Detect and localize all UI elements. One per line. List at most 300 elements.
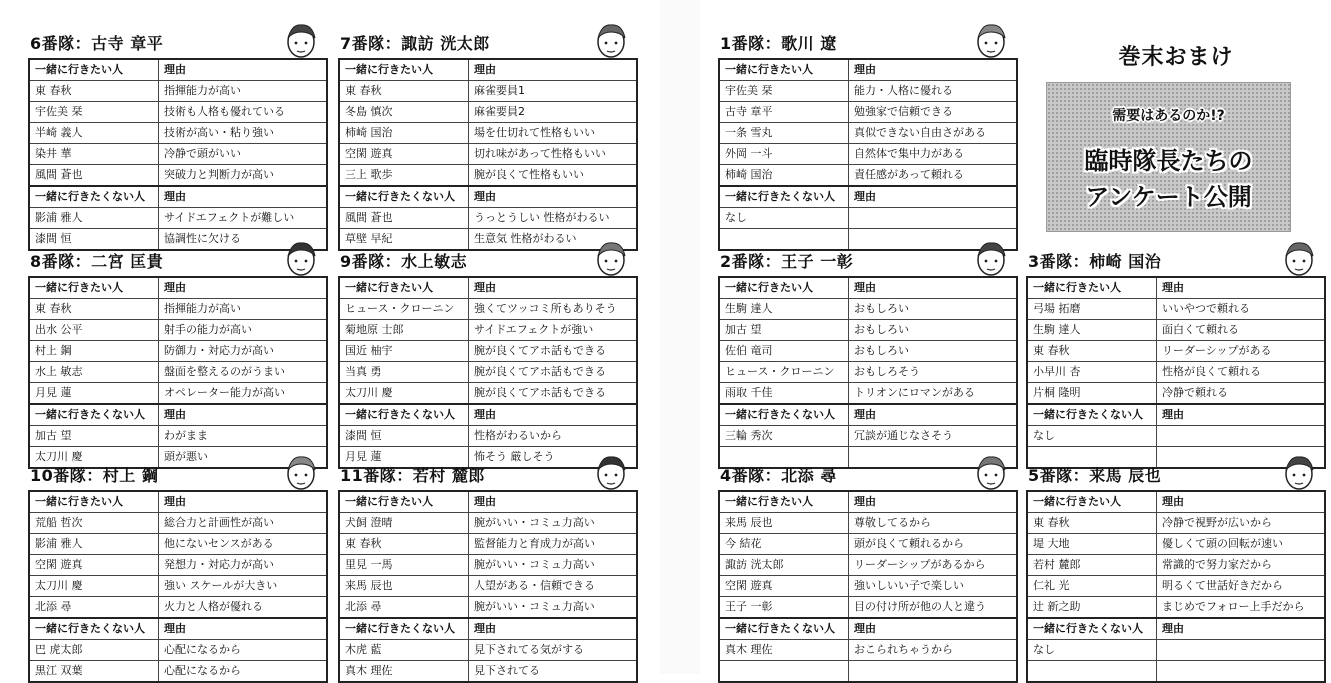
survey-card [718,22,1018,251]
member-name: 若村 麓郎 [1027,555,1157,576]
table-row [719,144,1017,165]
want-column-header: 一緒に行きたい人 [339,277,469,299]
member-name: 月見 蓮 [29,383,159,405]
member-name: 犬飼 澄晴 [339,513,469,534]
member-reason: 冷静で頭がいい [159,144,328,165]
want-column-header: 一緒に行きたい人 [339,491,469,513]
table-row [339,320,637,341]
member-reason: サイドエフェクトが難しい [159,208,328,229]
reason-column-header: 理由 [159,277,328,299]
card-title: 5番隊：来馬 辰也 [1028,466,1162,485]
survey-card [28,454,328,683]
member-reason: 麻雀要員1 [469,81,638,102]
member-name: 仁礼 光 [1027,576,1157,597]
not-want-column-header: 一緒に行きたくない人 [719,186,849,208]
member-name: 東 春秋 [339,534,469,555]
member-name: 生駒 達人 [1027,320,1157,341]
member-reason: 優しくて頭の回転が速い [1157,534,1326,555]
card-header [718,240,1018,276]
member-name: 木虎 藍 [339,640,469,661]
table-row [29,362,327,383]
card-header [718,22,1018,58]
table-row [29,555,327,576]
table-header-row [719,59,1017,81]
member-name: 北添 尋 [339,597,469,619]
character-portrait-icon [970,452,1012,492]
card-title: 4番隊：北添 尋 [720,466,837,485]
reason-column-header: 理由 [1157,491,1326,513]
member-name: 宇佐美 栞 [29,102,159,123]
table-header-row [719,491,1017,513]
table-row [1027,362,1325,383]
member-reason: 総合力と計画性が高い [159,513,328,534]
member-name: 三上 歌歩 [339,165,469,187]
survey-table [718,490,1018,683]
member-name: 片桐 隆明 [1027,383,1157,405]
member-name: 太刀川 慶 [339,383,469,405]
table-row [339,597,637,619]
table-row [29,640,327,661]
member-name: 堤 大地 [1027,534,1157,555]
table-row [719,534,1017,555]
member-reason: 冷静で頼れる [1157,383,1326,405]
table-header-row [339,404,637,426]
table-row [339,534,637,555]
reason-column-header: 理由 [1157,277,1326,299]
member-reason: 見下されてる気がする [469,640,638,661]
table-header-row [1027,618,1325,640]
table-row [1027,383,1325,405]
survey-card [718,240,1018,469]
member-reason: 冷静で視野が広いから [1157,513,1326,534]
table-row [29,426,327,447]
reason-column-header: 理由 [469,618,638,640]
member-name: 古寺 章平 [719,102,849,123]
table-row [719,383,1017,405]
member-name: 来馬 辰也 [719,513,849,534]
not-want-column-header: 一緒に行きたくない人 [719,404,849,426]
table-row [1027,640,1325,661]
member-reason: 心配になるから [159,661,328,683]
member-name: 影浦 雅人 [29,534,159,555]
table-row [1027,597,1325,619]
member-reason: 麻雀要員2 [469,102,638,123]
table-row [339,102,637,123]
member-name: 辻 新之助 [1027,597,1157,619]
table-row [339,426,637,447]
member-reason: 腕がいい・コミュ力高い [469,513,638,534]
reason-column-header: 理由 [159,618,328,640]
character-portrait-icon [280,20,322,60]
table-row [719,123,1017,144]
reason-column-header: 理由 [849,59,1018,81]
member-name: 東 春秋 [339,81,469,102]
table-row-empty [719,661,1017,683]
reason-column-header: 理由 [849,186,1018,208]
table-row [719,362,1017,383]
member-name: 空閑 遊真 [719,576,849,597]
character-portrait-icon [970,20,1012,60]
survey-table [1026,490,1326,683]
member-reason [1157,640,1326,661]
table-row [1027,320,1325,341]
member-name: ヒュース・クローニン [719,362,849,383]
member-reason: 性格がわるいから [469,426,638,447]
table-row [29,102,327,123]
survey-table [28,58,328,251]
bonus-line-2: 臨時隊長たちの [1084,147,1253,175]
table-row [719,513,1017,534]
table-row [29,81,327,102]
bonus-banner [1046,82,1291,232]
member-reason: おもしろい [849,320,1018,341]
member-name: 外岡 一斗 [719,144,849,165]
table-row [339,661,637,683]
member-reason: 発想力・対応力が高い [159,555,328,576]
survey-table [718,58,1018,251]
table-row [339,555,637,576]
member-reason: 常識的で努力家だから [1157,555,1326,576]
member-name: 水上 敏志 [29,362,159,383]
table-row [29,534,327,555]
table-row [719,640,1017,661]
want-column-header: 一緒に行きたい人 [29,59,159,81]
member-name: 太刀川 慶 [29,447,159,469]
not-want-column-header: 一緒に行きたくない人 [29,618,159,640]
member-name: 東 春秋 [1027,341,1157,362]
table-row [339,383,637,405]
member-reason: 場を仕切れて性格もいい [469,123,638,144]
table-header-row [339,59,637,81]
survey-card [338,240,638,469]
member-reason: 性格が良くて頼れる [1157,362,1326,383]
member-reason: リーダーシップがあるから [849,555,1018,576]
member-reason: 盤面を整えるのがうまい [159,362,328,383]
reason-column-header: 理由 [469,186,638,208]
table-header-row [29,186,327,208]
member-reason: 見下されてる [469,661,638,683]
table-row [719,208,1017,229]
character-portrait-icon [280,238,322,278]
card-header [1026,454,1326,490]
bonus-line-1: 需要はあるのか!? [1112,108,1225,124]
member-name: 東 春秋 [29,299,159,320]
table-row [339,123,637,144]
not-want-column-header: 一緒に行きたくない人 [719,618,849,640]
member-name: 王子 一彰 [719,597,849,619]
table-row [339,165,637,187]
table-row [29,123,327,144]
table-header-row [29,491,327,513]
table-row [719,555,1017,576]
want-column-header: 一緒に行きたい人 [719,59,849,81]
member-name: 漆間 恒 [339,426,469,447]
member-reason: 冗談が通じなさそう [849,426,1018,447]
member-reason: 頭が悪い [159,447,328,469]
member-reason [849,208,1018,229]
table-row [719,576,1017,597]
member-reason: 腕が良くてアホ話もできる [469,341,638,362]
survey-table [338,58,638,251]
reason-column-header: 理由 [159,186,328,208]
character-portrait-icon [1278,238,1320,278]
table-row [29,576,327,597]
member-reason: 目の付け所が他の人と違う [849,597,1018,619]
member-name: 三輪 秀次 [719,426,849,447]
member-name: ヒュース・クローニン [339,299,469,320]
want-column-header: 一緒に行きたい人 [1027,491,1157,513]
table-row [29,513,327,534]
table-row [719,299,1017,320]
survey-card [338,22,638,251]
not-want-column-header: 一緒に行きたくない人 [1027,618,1157,640]
table-row [339,299,637,320]
reason-column-header: 理由 [159,59,328,81]
member-reason: 強くてツッコミ所もありそう [469,299,638,320]
member-name: 巴 虎太郎 [29,640,159,661]
table-row [29,165,327,187]
table-header-row [339,491,637,513]
page-gutter [660,0,700,674]
member-name: 月見 蓮 [339,447,469,469]
member-reason: 腕がいい・コミュ力高い [469,597,638,619]
character-portrait-icon [280,452,322,492]
member-reason: 生意気 性格がわるい [469,229,638,251]
character-portrait-icon [590,20,632,60]
table-header-row [719,404,1017,426]
reason-column-header: 理由 [1157,618,1326,640]
member-reason: 技術が高い・粘り強い [159,123,328,144]
member-name: 弓場 拓磨 [1027,299,1157,320]
member-reason: 自然体で集中力がある [849,144,1018,165]
member-name: 生駒 達人 [719,299,849,320]
card-header [338,240,638,276]
not-want-column-header: 一緒に行きたくない人 [339,618,469,640]
want-column-header: 一緒に行きたい人 [719,277,849,299]
survey-card [1026,240,1326,469]
member-reason: 尊敬してるから [849,513,1018,534]
member-reason: わがまま [159,426,328,447]
survey-card [338,454,638,683]
member-reason: オペレーター能力が高い [159,383,328,405]
member-name: 草壁 早紀 [339,229,469,251]
character-portrait-icon [970,238,1012,278]
member-reason: サイドエフェクトが強い [469,320,638,341]
want-column-header: 一緒に行きたい人 [339,59,469,81]
member-reason: おこられちゃうから [849,640,1018,661]
table-row [29,341,327,362]
member-name: 加古 望 [719,320,849,341]
reason-column-header: 理由 [849,277,1018,299]
member-reason: 協調性に欠ける [159,229,328,251]
member-reason: 面白くて頼れる [1157,320,1326,341]
member-name: 風間 蒼也 [29,165,159,187]
table-row [339,513,637,534]
member-reason: おもしろい [849,341,1018,362]
want-column-header: 一緒に行きたい人 [29,277,159,299]
member-name: 菊地原 士郎 [339,320,469,341]
table-row [719,341,1017,362]
bonus-title: 巻末おまけ [1118,45,1234,70]
member-name: 一条 雪丸 [719,123,849,144]
reason-column-header: 理由 [1157,404,1326,426]
member-name: 真木 理佐 [719,640,849,661]
card-header [28,240,328,276]
table-header-row [339,277,637,299]
member-name: 諏訪 洸太郎 [719,555,849,576]
want-column-header: 一緒に行きたい人 [719,491,849,513]
table-row [1027,555,1325,576]
member-name: 当真 勇 [339,362,469,383]
not-want-column-header: 一緒に行きたくない人 [1027,404,1157,426]
character-portrait-icon [1278,452,1320,492]
member-name: 柿崎 国治 [719,165,849,187]
survey-card [1026,454,1326,683]
card-header [28,22,328,58]
member-name: 出水 公平 [29,320,159,341]
card-title: 10番隊：村上 鋼 [30,466,159,485]
member-reason: 怖そう 厳しそう [469,447,638,469]
member-name: なし [1027,640,1157,661]
character-portrait-icon [590,238,632,278]
table-header-row [29,59,327,81]
member-name: 風間 蒼也 [339,208,469,229]
member-name: 東 春秋 [29,81,159,102]
table-header-row [719,277,1017,299]
table-row [1027,341,1325,362]
member-reason: リーダーシップがある [1157,341,1326,362]
survey-table [28,276,328,469]
member-reason: 強いしいい子で楽しい [849,576,1018,597]
member-name: 来馬 辰也 [339,576,469,597]
member-reason: 指揮能力が高い [159,81,328,102]
member-reason: 頭が良くて頼れるから [849,534,1018,555]
table-row [29,597,327,619]
member-reason: 強い スケールが大きい [159,576,328,597]
card-header [718,454,1018,490]
table-row [1027,513,1325,534]
member-reason: 技術も人格も優れている [159,102,328,123]
member-name: 柿崎 国治 [339,123,469,144]
member-reason: 勉強家で信頼できる [849,102,1018,123]
not-want-column-header: 一緒に行きたくない人 [29,186,159,208]
member-name: 北添 尋 [29,597,159,619]
table-row [339,144,637,165]
table-row [1027,576,1325,597]
member-name: 宇佐美 栞 [719,81,849,102]
bonus-line-3: アンケート公開 [1085,183,1252,211]
member-reason: うっとうしい 性格がわるい [469,208,638,229]
character-portrait-icon [590,452,632,492]
card-title: 3番隊：柿崎 国治 [1028,252,1162,271]
card-header [1026,240,1326,276]
member-reason [1157,426,1326,447]
table-row [339,576,637,597]
reason-column-header: 理由 [469,491,638,513]
member-reason: 突破力と判断力が高い [159,165,328,187]
member-name: 空閑 遊真 [29,555,159,576]
member-reason: 腕が良くてアホ話もできる [469,362,638,383]
table-row [1027,534,1325,555]
member-name: 冬島 慎次 [339,102,469,123]
member-name: なし [719,208,849,229]
card-title: 2番隊：王子 一彰 [720,252,854,271]
member-reason: 指揮能力が高い [159,299,328,320]
member-reason: 真似できない自由さがある [849,123,1018,144]
table-header-row [719,186,1017,208]
reason-column-header: 理由 [159,404,328,426]
card-header [338,454,638,490]
table-header-row [29,404,327,426]
member-name: 小早川 杏 [1027,362,1157,383]
want-column-header: 一緒に行きたい人 [1027,277,1157,299]
member-name: 影浦 雅人 [29,208,159,229]
member-reason: おもしろい [849,299,1018,320]
table-row [719,320,1017,341]
table-header-row [29,277,327,299]
member-reason: 他にないセンスがある [159,534,328,555]
table-header-row [1027,404,1325,426]
member-name: 黒江 双葉 [29,661,159,683]
member-name: 加古 望 [29,426,159,447]
member-reason: 火力と人格が優れる [159,597,328,619]
card-title: 7番隊：諏訪 洸太郎 [340,34,490,53]
member-name: 村上 鋼 [29,341,159,362]
member-reason: 腕が良くてアホ話もできる [469,383,638,405]
member-reason: 射手の能力が高い [159,320,328,341]
table-header-row [339,618,637,640]
table-row [339,362,637,383]
member-reason: おもしろそう [849,362,1018,383]
card-title: 1番隊：歌川 遼 [720,34,837,53]
survey-card [28,240,328,469]
not-want-column-header: 一緒に行きたくない人 [339,404,469,426]
table-row [719,426,1017,447]
want-column-header: 一緒に行きたい人 [29,491,159,513]
member-name: 雨取 千佳 [719,383,849,405]
table-row [719,165,1017,187]
table-row [29,383,327,405]
member-reason: トリオンにロマンがある [849,383,1018,405]
table-row-empty [1027,661,1325,683]
table-row [719,597,1017,619]
member-reason: 防御力・対応力が高い [159,341,328,362]
card-title: 8番隊：二宮 匡貴 [30,252,164,271]
table-row [339,81,637,102]
table-row [29,299,327,320]
not-want-column-header: 一緒に行きたくない人 [29,404,159,426]
member-reason: いいやつで頼れる [1157,299,1326,320]
card-header [28,454,328,490]
card-title: 11番隊：若村 麓郎 [340,466,485,485]
table-row [1027,299,1325,320]
not-want-column-header: 一緒に行きたくない人 [339,186,469,208]
member-name: 今 結花 [719,534,849,555]
survey-table [28,490,328,683]
survey-table [718,276,1018,469]
member-name: 国近 柚宇 [339,341,469,362]
table-header-row [1027,491,1325,513]
reason-column-header: 理由 [159,491,328,513]
table-row [29,320,327,341]
member-reason: 心配になるから [159,640,328,661]
reason-column-header: 理由 [469,277,638,299]
survey-card [28,22,328,251]
reason-column-header: 理由 [849,404,1018,426]
member-reason: 切れ味があって性格もいい [469,144,638,165]
member-reason: 監督能力と育成力が高い [469,534,638,555]
table-row [339,640,637,661]
